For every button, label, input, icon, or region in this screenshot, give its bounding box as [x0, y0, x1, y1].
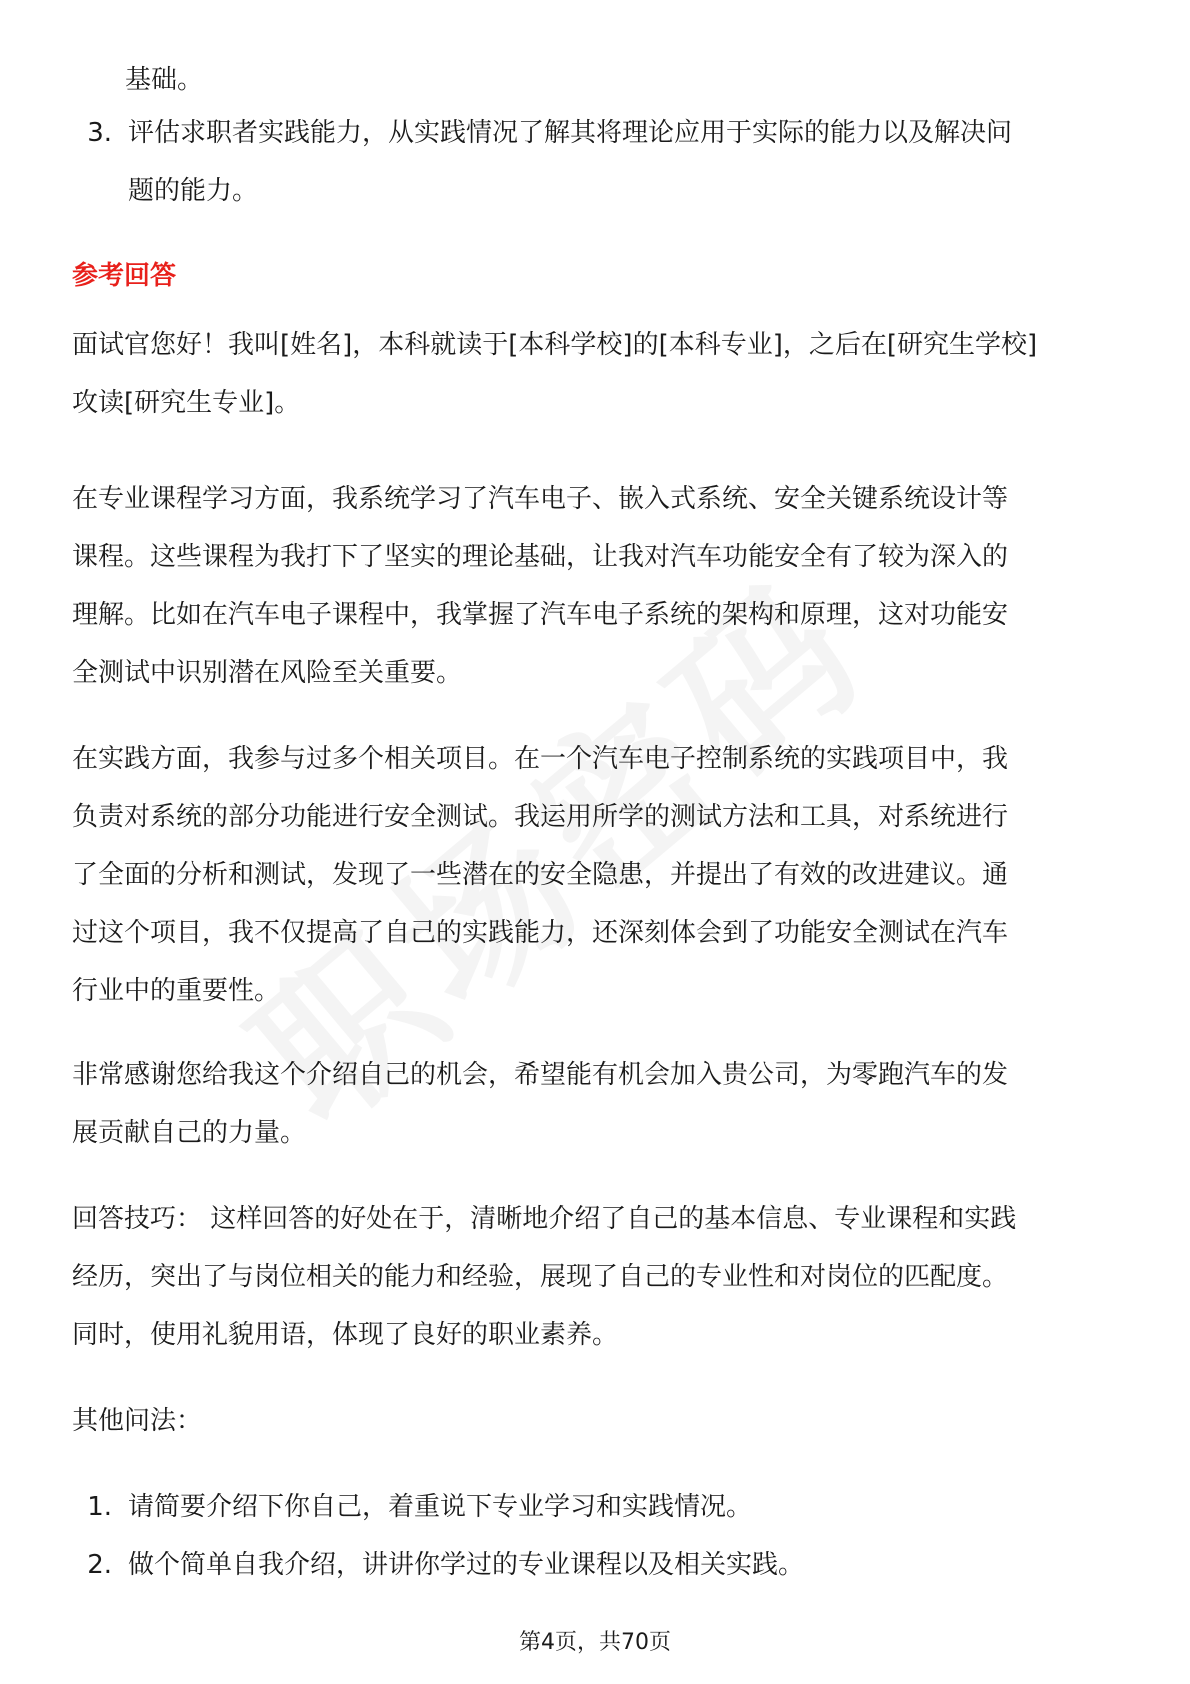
paragraph-line: 回答技巧： 这样回答的好处在于，清晰地介绍了自己的基本信息、专业课程和实践	[72, 1204, 1017, 1234]
paragraph-line: 在专业课程学习方面，我系统学习了汽车电子、嵌入式系统、安全关键系统设计等	[72, 484, 1009, 514]
paragraph-line: 经历，突出了与岗位相关的能力和经验，展现了自己的专业性和对岗位的匹配度。	[72, 1262, 1009, 1292]
paragraph-line: 课程。这些课程为我打下了坚实的理论基础，让我对汽车功能安全有了较为深入的	[72, 542, 1009, 572]
list-continuation-text: 基础。	[125, 65, 204, 95]
list-item-line: 题的能力。	[128, 176, 259, 206]
paragraph-line: 攻读[研究生专业]。	[72, 388, 301, 418]
section-title: 参考回答	[72, 261, 177, 291]
paragraph-practice	[72, 730, 1132, 1020]
page-footer: 第4页，共70页	[519, 1630, 671, 1655]
paragraph-tips	[72, 1190, 1132, 1364]
paragraph-thanks	[72, 1046, 1132, 1162]
list-item-line: 评估求职者实践能力，从实践情况了解其将理论应用于实际的能力以及解决问	[128, 118, 1013, 148]
paragraph-line: 其他问法：	[72, 1406, 203, 1436]
paragraph-line: 在实践方面，我参与过多个相关项目。在一个汽车电子控制系统的实践项目中，我	[72, 744, 1009, 774]
paragraph-line: 全测试中识别潜在风险至关重要。	[72, 658, 463, 688]
paragraph-line: 面试官您好！我叫[姓名]，本科就读于[本科学校]的[本科专业]，之后在[研究生学校]	[72, 330, 1038, 360]
paragraph-line: 非常感谢您给我这个介绍自己的机会，希望能有机会加入贵公司，为零跑汽车的发	[72, 1060, 1009, 1090]
paragraph-line: 行业中的重要性。	[72, 976, 281, 1006]
list-item-number: 2.	[87, 1550, 112, 1580]
paragraph-line: 负责对系统的部分功能进行安全测试。我运用所学的测试方法和工具，对系统进行	[72, 802, 1009, 832]
paragraph-line: 过这个项目，我不仅提高了自己的实践能力，还深刻体会到了功能安全测试在汽车	[72, 918, 1009, 948]
paragraph-line: 同时，使用礼貌用语，体现了良好的职业素养。	[72, 1320, 619, 1350]
list-item-text	[128, 104, 1012, 220]
list-item-number: 3.	[87, 118, 112, 148]
paragraph-line: 理解。比如在汽车电子课程中，我掌握了汽车电子系统的架构和原理，这对功能安	[72, 600, 1009, 630]
paragraph-line: 了全面的分析和测试，发现了一些潜在的安全隐患，并提出了有效的改进建议。通	[72, 860, 1009, 890]
paragraph-courses	[72, 470, 1132, 702]
paragraph-line: 展贡献自己的力量。	[72, 1118, 307, 1148]
list-item-text: 请简要介绍下你自己，着重说下专业学习和实践情况。	[128, 1492, 753, 1522]
list-item-text: 做个简单自我介绍，讲讲你学过的专业课程以及相关实践。	[128, 1550, 805, 1580]
list-item-number: 1.	[87, 1492, 112, 1522]
paragraph-other-questions-heading	[72, 1392, 1132, 1450]
paragraph-intro	[72, 316, 1132, 432]
